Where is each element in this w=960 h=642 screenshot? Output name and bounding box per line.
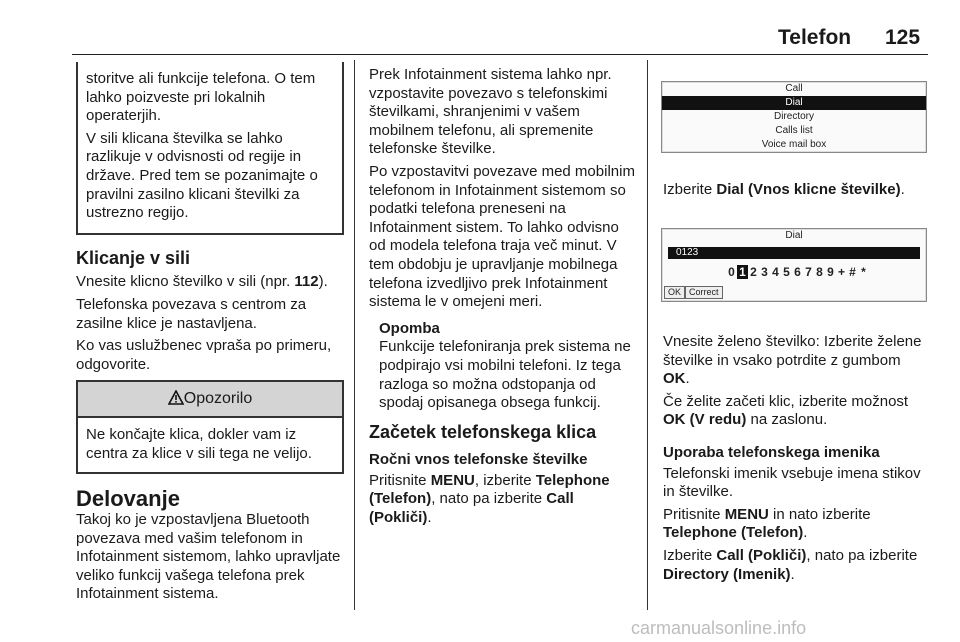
digit-key[interactable]: 4 xyxy=(772,265,779,279)
dial-buttons xyxy=(664,286,723,299)
paragraph: Telefonska povezava s centrom za zasilne klice je nastavljena. xyxy=(76,295,307,332)
warning-text: Ne končajte klica, dokler vam iz centra za klice v sili tega ne velijo. xyxy=(86,426,312,462)
dial-number-field[interactable]: 0123 xyxy=(668,247,920,259)
menu-item-voice-mail[interactable]: Voice mail box xyxy=(761,139,827,150)
digit-key[interactable]: 8 xyxy=(816,265,823,279)
section-heading-start-call: Začetek telefonskega klica xyxy=(369,421,597,442)
menu-item-dial[interactable]: Dial xyxy=(662,96,926,110)
column-divider xyxy=(354,60,355,610)
digit-selector[interactable] xyxy=(726,265,926,279)
warning-title: Opozorilo xyxy=(183,390,253,408)
column-divider xyxy=(647,60,648,610)
digit-key[interactable]: 0 xyxy=(728,265,735,279)
menu-item-directory[interactable]: Directory xyxy=(773,111,814,122)
column-1 xyxy=(76,62,344,608)
paragraph: Ko vas uslužbenec vpraša po primeru, odgovorite. xyxy=(76,337,332,373)
paragraph: Po vzpostavitvi povezave med mobilnim telefonom in Infotainment sistemom so podatki telefona preneseni na Infotainment sistem. To lahko odvisno od modela telefona traja več minut. V tem obdobju je upravljanje mobilnega telefona izvedljivo prek Infotainment sistema le v omejeni meri. xyxy=(369,162,635,311)
paragraph: Pritisnite MENU in nato izberite Telephone (Telefon). xyxy=(663,505,871,542)
screen-title: Dial xyxy=(785,230,803,241)
paragraph: Izberite Call (Pokliči), nato pa izberite Directory (Imenik). xyxy=(663,546,918,583)
paragraph: Vnesite klicno številko v sili (npr. 112). xyxy=(76,273,328,291)
digit-key[interactable]: + xyxy=(837,265,845,279)
digit-key[interactable]: # xyxy=(849,265,856,279)
digit-key[interactable]: 5 xyxy=(783,265,790,279)
digit-key[interactable]: 9 xyxy=(827,265,834,279)
section-heading-operation: Delovanje xyxy=(76,485,180,511)
page-number: 125 xyxy=(885,26,921,49)
paragraph: Pritisnite MENU, izberite Telephone (Telefon), nato pa izberite Call (Pokliči). xyxy=(369,471,610,527)
note-block xyxy=(369,320,637,413)
digit-key[interactable]: 3 xyxy=(761,265,768,279)
page-header-title: Telefon xyxy=(778,26,852,49)
paragraph: Prek Infotainment sistema lahko npr. vzpostavite povezavo s telefonskimi številkami, shranjenimi v vašem mobilnem telefonu, ali spremenite telefonske številke. xyxy=(369,66,612,158)
paragraph: Telefonski imenik vsebuje imena stikov in številke. xyxy=(663,464,921,501)
paragraph: Takoj ko je vzpostavljena Bluetooth povezava med vašim telefonom in Infotainment sistemom, lahko upravljate veliko funkcij vašega telefona prek Infotainment sistema. xyxy=(76,511,341,603)
screen-title: Call xyxy=(785,83,803,94)
digit-key[interactable]: * xyxy=(861,265,866,279)
warning-triangle-icon xyxy=(168,390,184,405)
column-3-top xyxy=(663,181,927,204)
dial-screen xyxy=(661,228,927,302)
warning-header xyxy=(78,382,342,418)
paragraph: Izberite Dial (Vnos klicne številke). xyxy=(663,181,905,198)
menu-item-calls-list[interactable]: Calls list xyxy=(775,125,813,136)
column-3-bottom xyxy=(663,333,931,588)
call-menu-screen xyxy=(661,81,927,153)
correct-button[interactable]: Correct xyxy=(685,286,723,299)
subheading-phonebook: Uporaba telefonskega imenika xyxy=(663,443,880,461)
info-box xyxy=(76,62,344,235)
paragraph: Vnesite želeno številko: Izberite želene številke in vsako potrdite z gumbom OK. xyxy=(663,333,922,388)
warning-box xyxy=(76,380,344,473)
paragraph: Če želite začeti klic, izberite možnost OK (V redu) na zaslonu. xyxy=(663,392,909,429)
digit-key[interactable]: 6 xyxy=(794,265,801,279)
section-heading-emergency: Klicanje v sili xyxy=(76,247,191,268)
column-2 xyxy=(369,66,637,532)
info-box-text: V sili klicana številka se lahko razlikuje v odvisnosti od regije in države. Pred tem se pozanimajte o pravilni zasilno klicani številki za ustrezno regijo. xyxy=(86,129,318,222)
digit-key[interactable]: 7 xyxy=(805,265,812,279)
ok-button[interactable]: OK xyxy=(664,286,685,299)
info-box-text: storitve ali funkcije telefona. O tem lahko poizveste pri lokalnih operaterjih. xyxy=(86,70,316,125)
watermark: carmanualsonline.info xyxy=(631,618,807,638)
digit-key-selected[interactable]: 1 xyxy=(737,265,748,279)
note-text: Funkcije telefoniranja prek sistema ne podpirajo vsi mobilni telefoni. Iz tega razloga so možna odstopanja od spodaj opisanega obsega funkcij. xyxy=(379,338,631,412)
digit-key[interactable]: 2 xyxy=(750,265,757,279)
subheading-manual-entry: Ročni vnos telefonske številke xyxy=(369,451,588,469)
note-title: Opomba xyxy=(379,319,440,337)
header-divider xyxy=(72,54,928,55)
